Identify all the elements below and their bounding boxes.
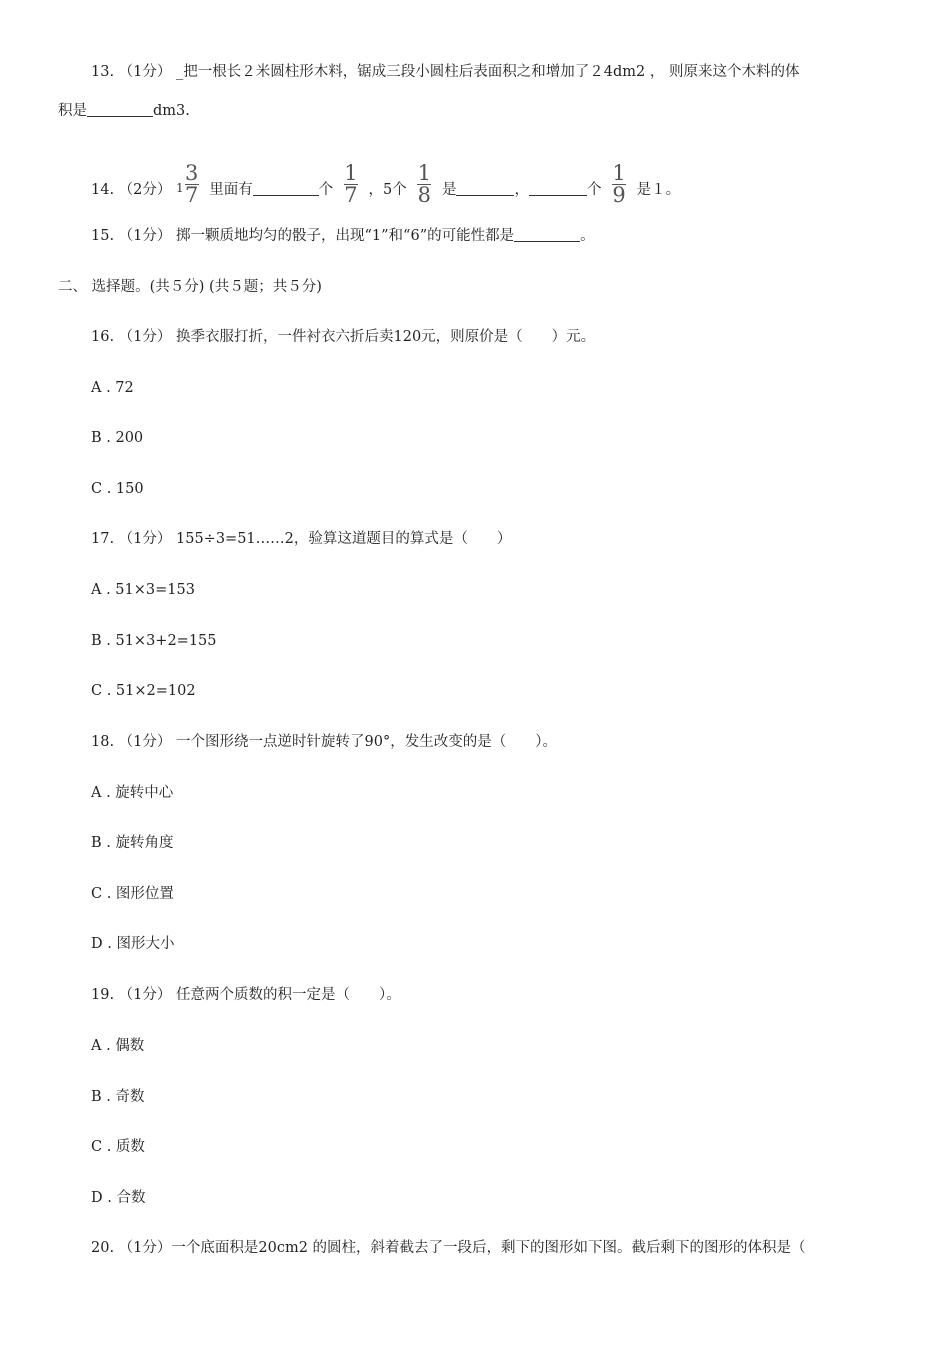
q14-text: ，5个 [368,182,407,198]
numerator: 1 [612,161,626,185]
answer-blank[interactable] [253,181,319,196]
question-17: 17. （1分） 155÷3=51……2，验算这道题目的算式是（ ） [91,531,512,547]
q14-text: 是 [441,182,457,198]
answer-blank[interactable] [87,102,153,117]
q16-option-a[interactable]: A . 72 [91,380,134,396]
q15-text-end: 。 [580,228,595,244]
q14-text: 个 [586,182,602,198]
q17-option-b[interactable]: B . 51×3+2=155 [91,633,217,649]
answer-blank[interactable] [529,181,587,196]
denominator: 7 [344,183,358,207]
q19-option-b[interactable]: B . 奇数 [91,1089,145,1105]
question-19: 19. （1分） 任意两个质数的积一定是（ ）。 [91,987,401,1003]
question-13-line-2 [58,101,190,121]
q14-text: ， [514,182,529,198]
q18-option-c[interactable]: C . 图形位置 [91,886,174,902]
question-16: 16. （1分） 换季衣服打折，一件衬衣六折后卖120元，则原价是（ ）元。 [91,329,596,345]
q19-option-d[interactable]: D . 合数 [91,1190,146,1206]
q16-option-b[interactable]: B . 200 [91,430,144,446]
q17-option-c[interactable]: C . 51×2=102 [91,683,196,699]
q17-option-a[interactable]: A . 51×3=153 [91,582,195,598]
question-14 [91,161,681,210]
denominator: 9 [612,183,626,207]
q13-text-pre: 积是 [58,103,87,119]
q14-mixed-integer: 1 [176,181,184,195]
q18-option-a[interactable]: A . 旋转中心 [91,785,174,801]
q13-unit: dm3. [153,103,190,119]
numerator: 3 [184,161,199,185]
numerator: 1 [344,161,358,185]
q16-option-c[interactable]: C . 150 [91,481,144,497]
q18-option-b[interactable]: B . 旋转角度 [91,835,174,851]
question-15 [91,226,595,246]
q14-number-score: 14. （2分） [91,182,172,198]
q18-option-d[interactable]: D . 图形大小 [91,936,175,952]
fraction-one-ninth [612,161,626,207]
q19-option-c[interactable]: C . 质数 [91,1139,145,1155]
fraction-one-seventh [344,161,358,207]
q14-text: 里面有 [209,182,253,198]
q14-text: 是１。 [636,182,681,198]
q15-text: 15. （1分） 掷一颗质地均匀的骰子，出现“1”和“6”的可能性都是 [91,228,515,244]
fraction-one-eighth [417,161,432,207]
denominator: 8 [417,183,432,207]
answer-blank[interactable] [456,181,514,196]
answer-blank[interactable] [514,227,580,242]
fraction-three-sevenths [184,161,199,207]
question-18: 18. （1分） 一个图形绕一点逆时针旋转了90°，发生改变的是（ ）。 [91,734,557,750]
numerator: 1 [417,161,432,185]
question-20: 20. （1分）一个底面积是20cm2 的圆柱，斜着截去了一段后，剩下的图形如下图。截后剩下的图形的体积是（ [91,1240,806,1256]
question-13-line-1: 13. （1分） _把一根长２米圆柱形木料，锯成三段小圆柱后表面积之和增加了２4dm2 ， 则原来这个木料的体 [91,64,800,80]
section-2-title: 二、 选择题。(共５分) (共５题；共５分) [58,279,322,295]
q14-text: 个 [318,182,334,198]
q19-option-a[interactable]: A . 偶数 [91,1038,145,1054]
denominator: 7 [184,183,199,207]
